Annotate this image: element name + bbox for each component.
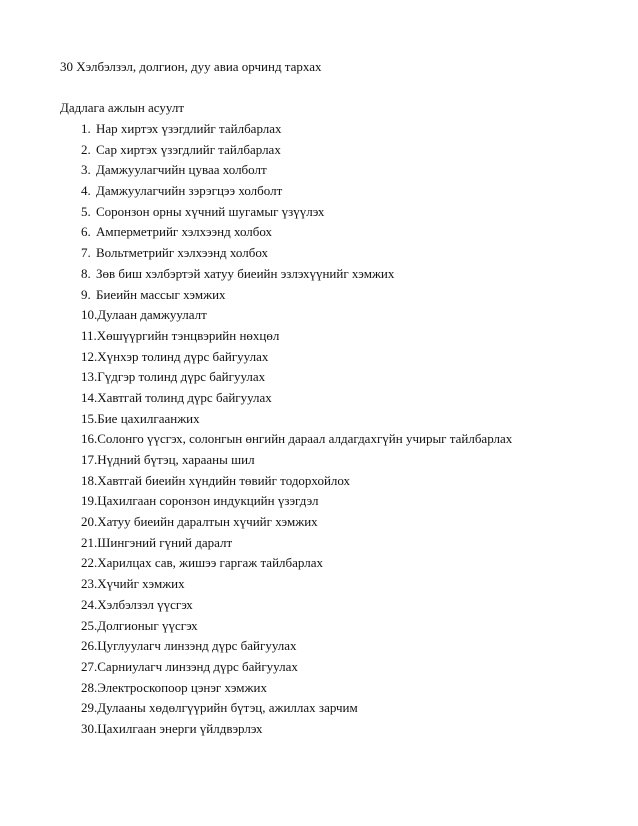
question-item xyxy=(81,617,512,638)
question-text: Хатуу биеийн даралтын хүчийг хэмжих xyxy=(97,514,318,530)
question-number: 4. xyxy=(81,183,91,199)
question-item xyxy=(81,410,512,431)
question-item xyxy=(81,720,512,741)
question-number: 26. xyxy=(81,638,98,654)
question-item xyxy=(81,430,512,451)
question-text: Хөшүүргийн тэнцвэрийн нөхцөл xyxy=(96,327,280,343)
question-item xyxy=(81,575,512,596)
question-number: 13. xyxy=(81,369,98,385)
question-item xyxy=(81,223,512,244)
question-text: Дамжуулагчийн цуваа холболт xyxy=(96,162,267,178)
question-item xyxy=(81,348,512,369)
question-item xyxy=(81,327,512,348)
question-number: 30. xyxy=(81,720,98,736)
question-number: 5. xyxy=(81,203,91,219)
question-item xyxy=(81,513,512,534)
question-number: 23. xyxy=(81,576,98,592)
question-text: Сарниулагч линзэнд дүрс байгуулах xyxy=(97,658,298,674)
question-number: 10. xyxy=(81,307,98,323)
question-number: 29. xyxy=(81,700,98,716)
question-item xyxy=(81,120,512,141)
question-number: 15. xyxy=(81,410,98,426)
question-item xyxy=(81,596,512,617)
question-number: 7. xyxy=(81,245,91,261)
question-item xyxy=(81,244,512,265)
question-item xyxy=(81,492,512,513)
question-item xyxy=(81,554,512,575)
question-item xyxy=(81,699,512,720)
question-number: 17. xyxy=(81,452,98,467)
question-item xyxy=(81,306,512,327)
question-text: Зөв биш хэлбэртэй хатуу биеийн эзлэхүүнийг хэмжих xyxy=(96,265,395,281)
question-text: Шингэний гүний даралт xyxy=(97,534,233,550)
question-number: 9. xyxy=(81,286,91,302)
question-item xyxy=(81,679,512,700)
question-number: 14. xyxy=(81,389,98,405)
question-text: Дулааны хөдөлгүүрийн бүтэц, ажиллах зарчим xyxy=(97,700,358,716)
question-text: Бие цахилгаанжих xyxy=(97,410,200,426)
question-number: 19. xyxy=(81,493,98,509)
question-number: 16. xyxy=(81,431,98,447)
question-text: Гүдгэр толинд дүрс байгуулах xyxy=(97,369,266,385)
question-number: 21. xyxy=(81,534,98,550)
question-text: Соронзон орны хүчний шугамыг үзүүлэх xyxy=(96,203,325,219)
document-title: 30 Хэлбэлзэл, долгион, дуу авиа орчинд тархах xyxy=(60,59,322,74)
question-number: 2. xyxy=(81,141,91,157)
question-text: Дулаан дамжуулалт xyxy=(97,307,207,323)
question-text: Харилцах сав, жишээ гаргаж тайлбарлах xyxy=(97,555,323,571)
question-number: 22. xyxy=(81,555,98,571)
question-number: 24. xyxy=(81,596,98,612)
question-item xyxy=(81,286,512,307)
question-number: 27. xyxy=(81,658,98,674)
question-text: Хэлбэлзэл үүсгэх xyxy=(97,596,193,612)
question-number: 25. xyxy=(81,617,98,633)
question-text: Нүдний бүтэц, харааны шил xyxy=(97,452,255,467)
question-number: 11. xyxy=(81,327,97,343)
question-list xyxy=(81,120,512,741)
question-item xyxy=(81,203,512,224)
question-text: Дамжуулагчийн зэрэгцээ холболт xyxy=(96,183,283,199)
question-number: 20. xyxy=(81,514,98,530)
question-text: Нар хиртэх үзэгдлийг тайлбарлах xyxy=(96,121,282,136)
question-number: 18. xyxy=(81,472,98,488)
question-item xyxy=(81,141,512,162)
question-text: Хүчийг хэмжих xyxy=(97,576,185,592)
question-number: 12. xyxy=(81,348,98,364)
question-number: 1. xyxy=(81,121,91,136)
question-number: 28. xyxy=(81,679,98,695)
question-item xyxy=(81,534,512,555)
question-item xyxy=(81,658,512,679)
question-text: Долгионыг үүсгэх xyxy=(97,617,198,633)
question-text: Хавтгай толинд дүрс байгуулах xyxy=(97,389,272,405)
question-text: Хүнхэр толинд дүрс байгуулах xyxy=(97,348,269,364)
question-text: Цахилгаан энерги үйлдвэрлэх xyxy=(97,720,263,736)
question-item xyxy=(81,161,512,182)
question-item xyxy=(81,451,512,472)
question-item xyxy=(81,389,512,410)
question-text: Цуглуулагч линзэнд дүрс байгуулах xyxy=(97,638,297,654)
question-text: Электроскопоор цэнэг хэмжих xyxy=(97,679,267,695)
question-number: 8. xyxy=(81,265,91,281)
question-item xyxy=(81,182,512,203)
question-item xyxy=(81,265,512,286)
question-text: Биеийн массыг хэмжих xyxy=(96,286,226,302)
question-number: 3. xyxy=(81,162,91,178)
question-text: Хавтгай биеийн хүндийн төвийг тодорхойлох xyxy=(97,472,351,488)
question-text: Солонго үүсгэх, солонгын өнгийн дараал алдагдахгүйн учирыг тайлбарлах xyxy=(97,431,513,447)
question-item xyxy=(81,637,512,658)
question-text: Цахилгаан соронзон индукцийн үзэгдэл xyxy=(97,493,319,509)
section-heading: Дадлага ажлын асуулт xyxy=(60,100,185,115)
question-text: Амперметрийг хэлхээнд холбох xyxy=(96,224,273,240)
question-text: Вольтметрийг хэлхээнд холбох xyxy=(96,245,269,261)
question-text: Сар хиртэх үзэгдлийг тайлбарлах xyxy=(96,141,281,157)
question-item xyxy=(81,368,512,389)
question-item xyxy=(81,472,512,493)
question-number: 6. xyxy=(81,224,91,240)
